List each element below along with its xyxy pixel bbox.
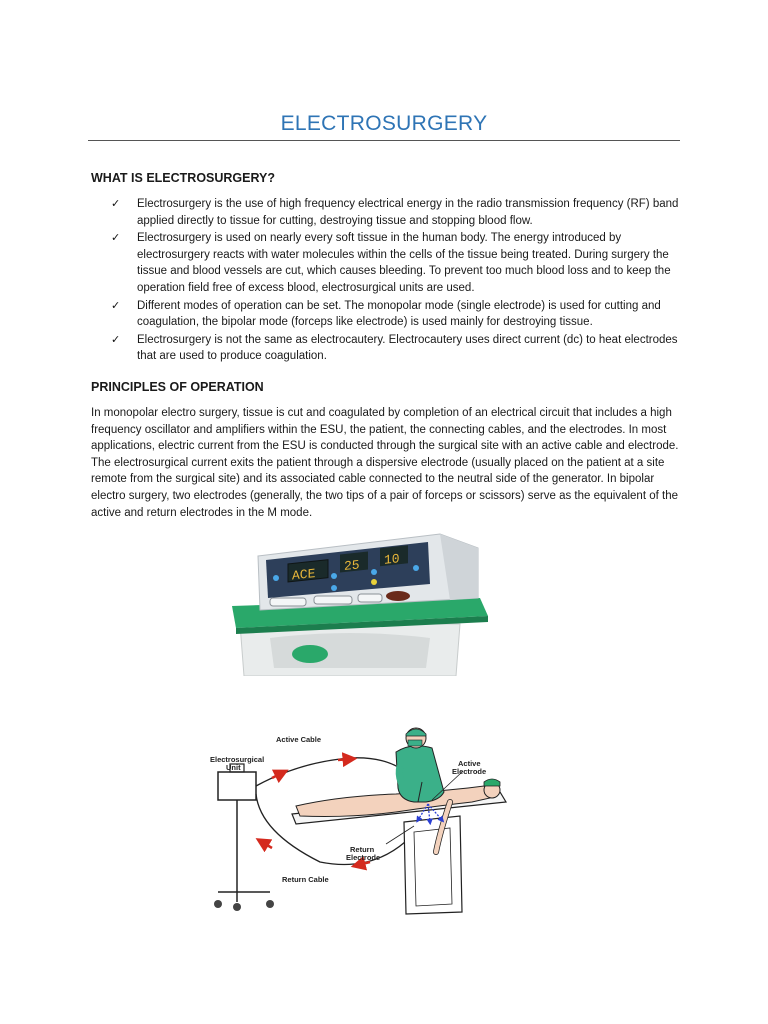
- svg-text:Electrode: Electrode: [452, 767, 487, 776]
- checkmark-icon: ✓: [111, 231, 121, 245]
- checkmark-icon: ✓: [111, 197, 121, 210]
- principles-paragraph: In monopolar electro surgery, tissue is cut and coagulated by completion of an electrical circuit that includes a high frequency oscillator and amplifiers within the ESU, the patient, the connecting cables, and the electrodes. In most applications, electric current from the ESU is conducted through the surgical site with an active cable and electrode. The electrosurgical current exits the patient through a dispersive electrode (usually placed on the patient at a site remote from the surgical site) and its associated cable connected to the neutral side of the generator. In bipolar electro surgery, two electrodes (generally, the two tips of a pair of forceps or scissors) serve as the equivalent of the active and return electrodes in the M mode.: [91, 407, 679, 519]
- display-mode: ACE: [292, 566, 316, 584]
- section-heading-what-is: WHAT IS ELECTROSURGERY?: [91, 171, 276, 185]
- display-coag-power: 10: [384, 551, 400, 568]
- esu-box: [218, 772, 256, 800]
- label-return-electrode: Return: [350, 845, 375, 854]
- display-cut-power: 25: [344, 557, 360, 575]
- list-item: ✓ Electrosurgery is used on nearly every soft tissue in the human body. The energy introduced by electrosurgery reacts with water molecules within the cells of the tissue being treated. During surgery the tissue and blood vessels are cut, which causes bleeding. To prevent too much blood loss and to keep the operation field free of excess blood, electrosurgical units are used.: [111, 231, 671, 294]
- svg-text:Electrode: Electrode: [346, 853, 381, 862]
- electrosurgery-circuit-diagram: [200, 722, 530, 922]
- section-heading-principles: PRINCIPLES OF OPERATION: [91, 380, 264, 394]
- title-divider: [88, 140, 680, 141]
- page-title: ELECTROSURGERY: [280, 112, 488, 135]
- list-item: ✓ Electrosurgery is the use of high frequency electrical energy in the radio transmission frequency (RF) band applied directly to tissue for cutting, destroying tissue and stopping blood flow.: [111, 197, 679, 227]
- label-active-cable: Active Cable: [276, 735, 322, 744]
- list-item: ✓ Electrosurgery is not the same as electrocautery. Electrocautery uses direct current (dc) to heat electrodes that are used to produce coagulation.: [111, 332, 678, 363]
- checkmark-icon: ✓: [111, 298, 121, 312]
- checkmark-icon: ✓: [111, 332, 121, 346]
- label-active-electrode: Active: [458, 759, 481, 768]
- electrosurgical-unit-photo: [230, 528, 492, 676]
- label-return-cable: Return Cable: [282, 875, 329, 884]
- svg-text:Unit: Unit: [226, 763, 241, 772]
- bullet-list: [91, 196, 691, 366]
- label-esu: Electrosurgical: [210, 755, 265, 764]
- list-item: ✓ Different modes of operation can be set. The monopolar mode (single electrode) is used for cutting and coagulation, the bipolar mode (forceps like electrode) is used mainly for destroying tissue.: [111, 298, 661, 329]
